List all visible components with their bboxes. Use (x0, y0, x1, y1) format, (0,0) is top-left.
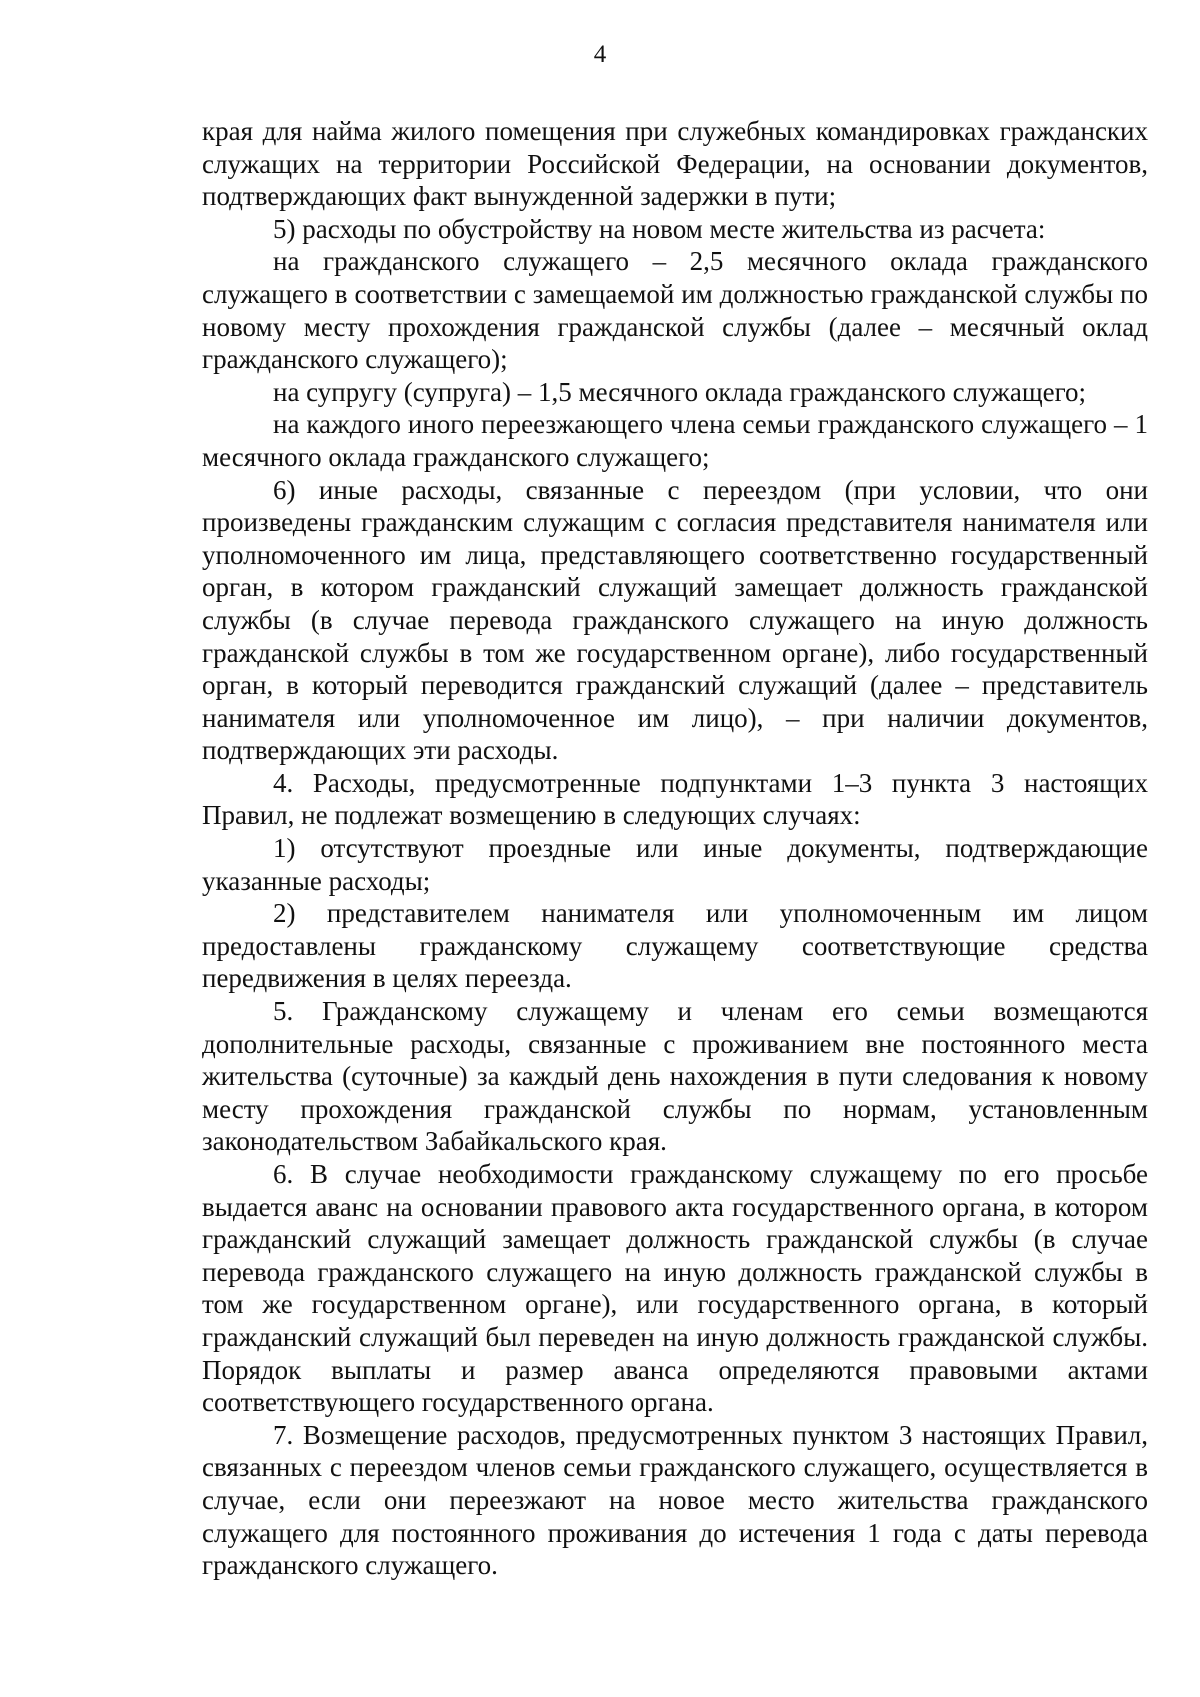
document-body (202, 115, 1148, 1582)
paragraph-clause-7: 7. Возмещение расходов, предусмотренных пунктом 3 настоящих Правил, связанных с переездом членов семьи гражданского служащего, осуществляется в случае, если они переезжают на новое место жительства гражданского служащего для постоянного проживания до истечения 1 года с даты перевода гражданского служащего. (202, 1419, 1148, 1581)
paragraph-subitem-6: 6) иные расходы, связанные с переездом (при условии, что они произведены гражданским служащим с согласия представителя нанимателя или уполномоченного им лица, представляющего соответственно государственный орган, в котором гражданский служащий замещает должность гражданской службы (в случае перевода гражданского служащего на иную должность гражданской службы в том же государственном органе), либо государственный орган, в который переводится гражданский служащий (далее – представитель нанимателя или уполномоченное им лицо), – при наличии документов, подтверждающих эти расходы. (202, 474, 1148, 766)
paragraph-clause-5: 5. Гражданскому служащему и членам его семьи возмещаются дополнительные расходы, связанные с проживанием вне постоянного места жительства (суточные) за каждый день нахождения в пути следования к новому месту прохождения гражданской службы по нормам, установленным законодательством Забайкальского края. (202, 996, 1148, 1157)
paragraph-clause-4-item-1: 1) отсутствуют проездные или иные документы, подтверждающие указанные расходы; (202, 833, 1148, 896)
paragraph-subitem-5: 5) расходы по обустройству на новом месте жительства из расчета: (273, 213, 1046, 244)
paragraph-family-member-allowance: на каждого иного переезжающего члена семьи гражданского служащего – 1 месячного оклада гражданского служащего; (202, 409, 1148, 472)
page-number: 4 (593, 41, 607, 68)
paragraph-civil-servant-allowance: на гражданского служащего – 2,5 месячного оклада гражданского служащего в соответствии с замещаемой им должностью гражданской службы по новому месту прохождения гражданской службы (далее – месячный оклад гражданского служащего); (202, 246, 1148, 375)
paragraph-spouse-allowance: на супругу (супруга) – 1,5 месячного оклада гражданского служащего; (273, 376, 1087, 407)
paragraph-clause-6: 6. В случае необходимости гражданскому служащему по его просьбе выдается аванс на основании правового акта государственного органа, в котором гражданский служащий замещает должность гражданской службы (в случае перевода гражданского служащего на иную должность гражданской службы в том же государственном органе), или государственного органа, в который гражданский служащий был переведен на иную должность гражданской службы. Порядок выплаты и размер аванса определяются правовыми актами соответствующего государственного органа. (202, 1159, 1148, 1418)
paragraph-clause-4: 4. Расходы, предусмотренные подпунктами 1–3 пункта 3 настоящих Правил, не подлежат возмещению в следующих случаях: (202, 767, 1148, 831)
paragraph-clause-4-item-2: 2) представителем нанимателя или уполномоченным им лицом предоставлены гражданскому служащему соответствующие средства передвижения в целях переезда. (202, 898, 1148, 994)
paragraph-continuation: края для найма жилого помещения при служебных командировках гражданских служащих на территории Российской Федерации, на основании документов, подтверждающих факт вынужденной задержки в пути; (202, 116, 1148, 212)
